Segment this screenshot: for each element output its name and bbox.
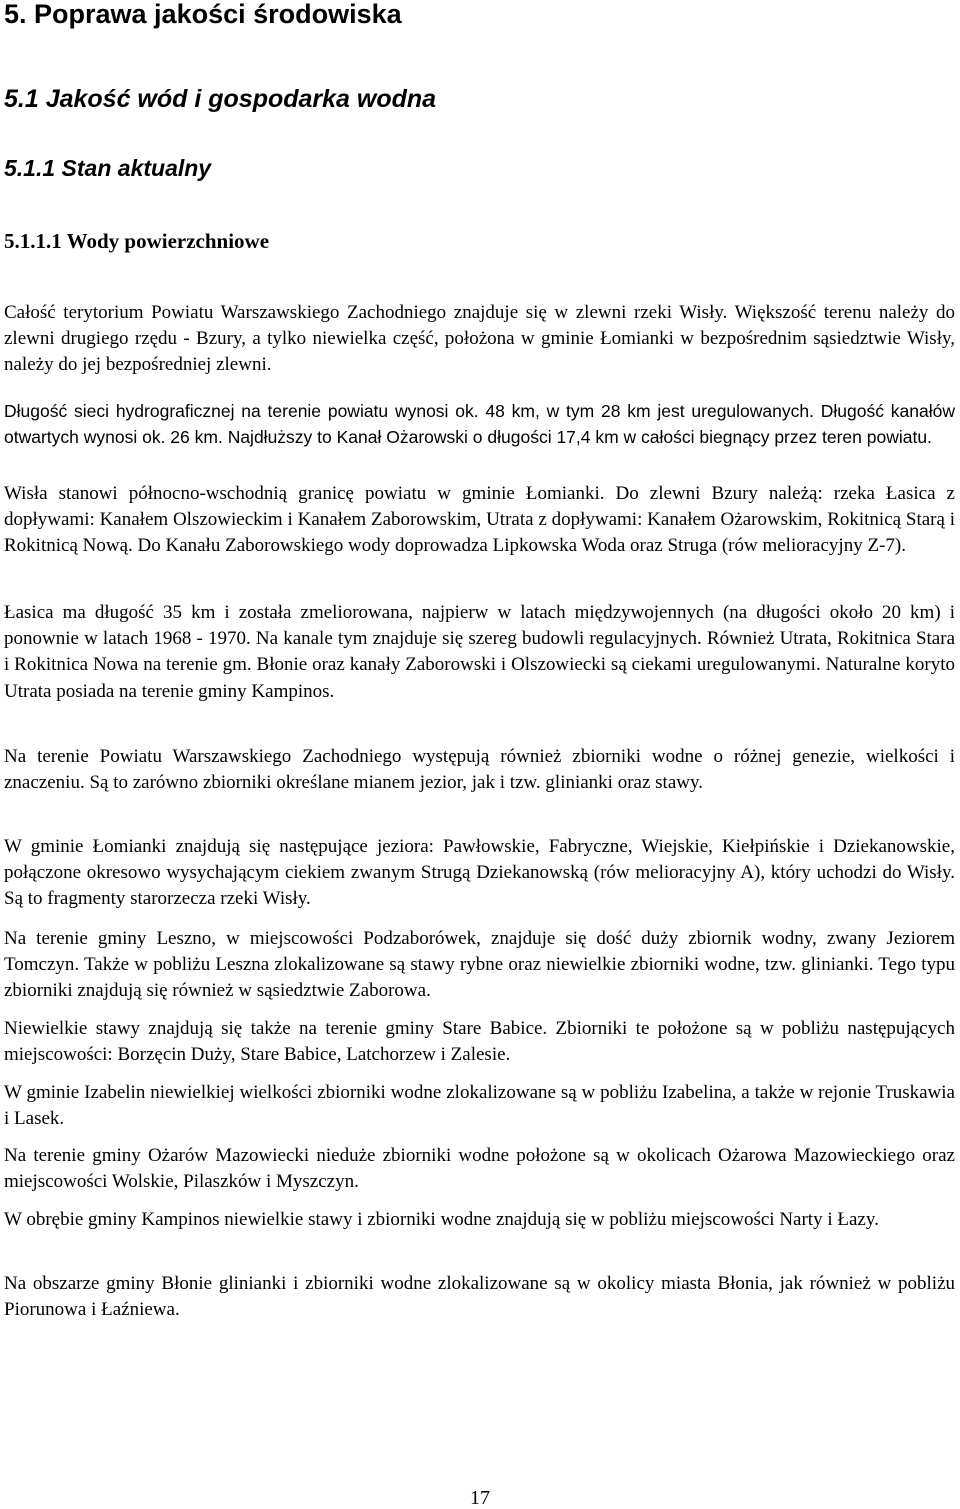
paragraph-hydro-network: Długość sieci hydrograficznej na terenie powiatu wynosi ok. 48 km, w tym 28 km jest uregulowanych. Długość kanałów otwartych wynosi ok. 26 km. Najdłuższy to Kanał Ożarowski o długości 17,4 km w całości biegnący przez teren powiatu. — [4, 401, 955, 448]
paragraph-lomianki-lakes: W gminie Łomianki znajdują się następujące jeziora: Pawłowskie, Fabryczne, Wiejskie, Kiełpińskie i Dziekanowskie, połączone okresowo wysychającym ciekiem zwanym Strugą Dziekanowską (rów melioracyjny A), który uchodzi do Wisły. Są to fragmenty starorzecza rzeki Wisły. — [4, 836, 955, 910]
paragraph-leszno: Na terenie gminy Leszno, w miejscowości Podzaborówek, znajduje się dość duży zbiornik wodny, zwany Jeziorem Tomczyn. Także w pobliżu Leszna zlokalizowane są stawy rybne oraz niewielkie zbiorniki wodne, tzw. glinianki. Tego typu zbiorniki znajdują się również w sąsiedztwie Zaborowa. — [4, 928, 955, 1002]
section-heading: 5. Poprawa jakości środowiska — [4, 0, 402, 29]
paragraph-izabelin: W gminie Izabelin niewielkiej wielkości zbiorniki wodne zlokalizowane są w pobliżu Izabelina, a także w rejonie Truskawia i Lasek. — [4, 1082, 955, 1130]
paragraph-stare-babice: Niewielkie stawy znajdują się także na terenie gminy Stare Babice. Zbiorniki te położone są w pobliżu następujących miejscowości: Borzęcin Duży, Stare Babice, Latchorzew i Zalesie. — [4, 1018, 955, 1066]
paragraph-blonie: Na obszarze gminy Błonie glinianki i zbiorniki wodne zlokalizowane są w okolicy miasta Błonia, jak również w pobliżu Piorunowa i Łaźniewa. — [4, 1273, 955, 1321]
paragraph-reservoirs: Na terenie Powiatu Warszawskiego Zachodniego występują również zbiorniki wodne o różnej genezie, wielkości i znaczeniu. Są to zarówno zbiorniki określane mianem jezior, jak i tzw. glinianki oraz stawy. — [4, 746, 955, 794]
subsubsection-heading: 5.1.1 Stan aktualny — [4, 155, 212, 181]
paragraph-lasica: Łasica ma długość 35 km i została zmeliorowana, najpierw w latach międzywojennych (na długości około 20 km) i ponownie w latach 1968 - 1970. Na kanale tym znajduje się szereg budowli regulacyjnych. Również Utrata, Rokitnica Stara i Rokitnica Nowa na terenie gm. Błonie oraz kanały Zaborowski i Olszowiecki są ciekami uregulowanymi. Naturalne koryto Utrata posiada na terenie gminy Kampinos. — [4, 602, 955, 702]
page-number: 17 — [470, 1487, 490, 1509]
subsection-heading: 5.1 Jakość wód i gospodarka wodna — [4, 85, 437, 113]
paragraph-kampinos: W obrębie gminy Kampinos niewielkie stawy i zbiorniki wodne znajdują się w pobliżu miejscowości Narty i Łazy. — [4, 1209, 879, 1230]
paragraph-ozarow: Na terenie gminy Ożarów Mazowiecki nieduże zbiorniki wodne położone są w okolicach Ożarowa Mazowieckiego oraz miejscowości Wolskie, Pilaszków i Myszczyn. — [4, 1145, 955, 1193]
paragraph-bzura-tributaries: Wisła stanowi północno-wschodnią granicę powiatu w gminie Łomianki. Do zlewni Bzury należą: rzeka Łasica z dopływami: Kanałem Olszowieckim i Kanałem Zaborowskim, Utrata z dopływami: Kanałem Ożarowskim, Rokitnicą Starą i Rokitnicą Nową. Do Kanału Zaborowskiego wody doprowadza Lipkowska Woda oraz Struga (rów melioracyjny Z-7). — [4, 483, 955, 557]
paragraph-heading: 5.1.1.1 Wody powierzchniowe — [4, 229, 270, 253]
paragraph-catchment: Całość terytorium Powiatu Warszawskiego Zachodniego znajduje się w zlewni rzeki Wisły. Większość terenu należy do zlewni drugiego rzędu - Bzury, a tylko niewielka część, położona w gminie Łomianki w bezpośrednim sąsiedztwie Wisły, należy do jej bezpośredniej zlewni. — [4, 302, 955, 376]
